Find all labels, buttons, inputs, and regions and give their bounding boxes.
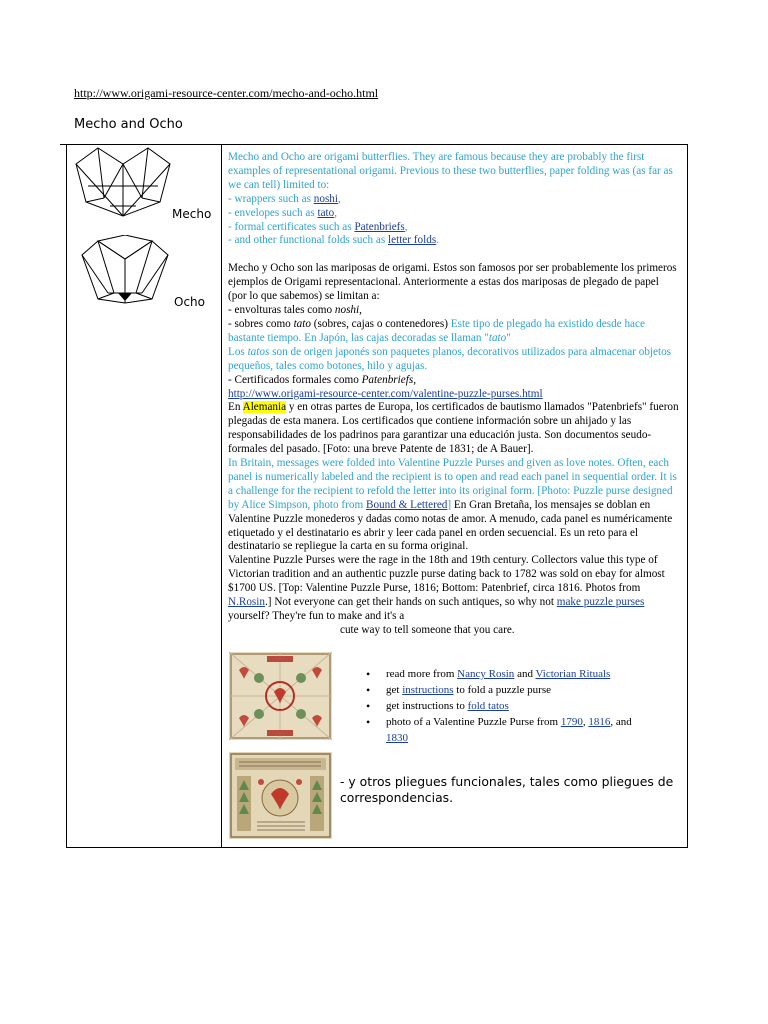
valentine-purse-photo (229, 652, 332, 740)
fold-tatos-link[interactable]: fold tatos (467, 699, 509, 712)
tato-description: Este tipo de plegado ha existido desde hace bastante tiempo. En Japón, las cajas decoradas se llaman " (228, 317, 645, 344)
list-item: • read more from Nancy Rosin and Victorian Rituals (360, 667, 632, 683)
functional-folds-note: - y otros pliegues funcionales, tales como pliegues de correspondencias. (340, 774, 674, 805)
link-1790[interactable]: 1790 (560, 715, 583, 728)
n-rosin-link[interactable]: N.Rosin (228, 596, 265, 609)
patenbriefs-link[interactable]: Patenbriefs (354, 220, 405, 233)
mecho-label: Mecho (172, 207, 212, 221)
ocho-label: Ocho (174, 295, 205, 309)
instructions-link[interactable]: instructions (402, 683, 454, 696)
patenbriefs-term: Patenbriefs (361, 373, 414, 386)
tato-link[interactable]: tato (317, 206, 335, 219)
patenbriefs-description: y en otras partes de Europa, los certificados de bautismo llamados "Patenbriefs" fueron plegadas de esta manera. Los certificados que contiene información sobre un ahijado y las responsabilidades de los padrinos para garantizar una educación justa. Son documentos seudo-formales del pasado. [Foto: una breve Patente de 1831; de A Bauer]. (228, 401, 679, 456)
source-url[interactable]: http://www.origami-resource-center.com/mecho-and-ocho.html (74, 86, 379, 100)
tatos-description: son de origen japonés son paquetes planos, decorativos utilizados para almacenar objetos pequeños, tales como botones, hilo y agujas. (228, 345, 672, 372)
intro-text: Mecho and Ocho are origami butterflies. They are famous because they are probably the first examples of representational origami. Previous to these two butterflies, paper folding was (as far as we can tell) limited to: (228, 151, 673, 191)
noshi-link[interactable]: noshi (313, 192, 338, 205)
spanish-intro: Mecho y Ocho son las mariposas de origami. Estos son famosos por ser probablemente los primeros ejemplos de Origami representacional. Anteriormente a estas dos mariposas de plegado de papel (por lo que sabemos) se limitan a: (228, 262, 677, 303)
britain-english: In Britain, messages were folded into Valentine Puzzle Purses and given as love notes. Often, each panel is numerically labeled and the recipient is to open and read each panel in sequential order. It is a challenge for the recipient to refold the letter into its original form. [Photo: Puzzle purse designed by Alice Simpson, photo from (228, 457, 677, 511)
english-intro: Mecho and Ocho are origami butterflies. They are famous because they are probably the first examples of representational origami. Previous to these two butterflies, paper folding was (as far as we can tell) limited to: - wrappers such as noshi, - envelopes such as tato, - formal certificates such as Patenbriefs, - and other functional folds such as letter folds. (228, 151, 673, 247)
mecho-diagram (74, 146, 172, 218)
spanish-section: Mecho y Ocho son las mariposas de origami. Estos son famosos por ser probablemente los primeros ejemplos de Origami representacional. Anteriormente a estas dos mariposas de plegado de papel (por lo que sabemos) se limitan a: - envolturas tales como noshi, - sobres como tato (sobres, cajas o contenedores) Este tipo de plegado ha existido desde hace bastante tiempo. En Japón, las cajas decoradas se llaman "tato" Los tatos son de origen japonés son paquetes planos, decorativos utilizados para almacenar objetos pequeños, tales como botones, hilo y agujas. - Certificados formales como Patenbriefs, http://www.origami-resource-center.com/valentine-puzzle-purses.html En Alemania y en otras partes de Europa, los certificados de bautismo llamados "Patenbriefs" fueron plegadas de esta manera. Los certificados que contiene información sobre un ahijado y las responsabilidades de los padrinos para garantizar una educación justa. Son documentos seudo-formales del pasado. [Foto: una breve Patente de 1831; de A Bauer]. In Britain, messages were folded into Valentine Puzzle Purses and given as love notes. Often, each panel is numerically labeled and the recipient is to open and read each panel in sequential order. It is a challenge for the recipient to refold the letter into its original form. [Photo: Puzzle purse designed by Alice Simpson, photo from Bound & Lettered] En Gran Bretaña, los mensajes se doblan en Valentine Puzzle monederos y dadas como notas de amor. A menudo, cada panel es numéricamente etiquetado y el destinatario es abrir y leer cada panel en orden secuencial. Es un reto para el destinatario se repliegue la carta en su forma original. Valentine Puzzle Purses were the rage in the 18th and 19th century. Collectors value this type of Victorian tradition and an authentic puzzle purse dating back to 1782 was sold on ebay for almost $1700 US. [Top: Valentine Puzzle Purse, 1816; Bottom: Patenbrief, circa 1816. Photos from N.Rosin.] Not everyone can get their hands on such antiques, so why not make puzzle purses yourself? They're fun to make and it's a cute way to tell someone that you care. (228, 262, 679, 636)
letter-folds-link[interactable]: letter folds (388, 234, 437, 247)
bound-lettered-link[interactable]: Bound & Lettered (365, 498, 448, 511)
page-title: Mecho and Ocho (74, 117, 183, 132)
link-1830[interactable]: 1830 (386, 731, 408, 744)
noshi-term: noshi (334, 304, 360, 317)
make-puzzle-purses-link[interactable]: make puzzle purses (556, 596, 645, 609)
item-prefix: - envelopes such as (228, 206, 318, 219)
ocho-diagram (78, 235, 172, 307)
alemania-highlight: Alemania (242, 401, 287, 414)
valentine-puzzle-purses-url[interactable]: http://www.origami-resource-center.com/valentine-puzzle-purses.html (228, 387, 543, 400)
column-divider (221, 144, 222, 848)
item-prefix: - formal certificates such as (228, 220, 355, 233)
list-item: • photo of a Valentine Puzzle Purse from 1790, 1816, and 1830 (360, 715, 632, 747)
item-prefix: - and other functional folds such as (228, 234, 389, 247)
nancy-rosin-link[interactable]: Nancy Rosin (457, 668, 515, 680)
britain-spanish: En Gran Bretaña, los mensajes se doblan en Valentine Puzzle monederos y dadas como notas de amor. A menudo, cada panel es numéricamente etiquetado y el destinatario es abrir y leer cada panel en orden secuencial. Es un reto para el destinatario se repliegue la carta en su forma original. (228, 498, 673, 553)
table-corner-mark (60, 144, 68, 145)
victorian-text-end: cute way to tell someone that you care. (340, 623, 515, 636)
link-1816[interactable]: 1816 (588, 715, 611, 728)
victorian-rituals-link[interactable]: Victorian Rituals (535, 668, 611, 680)
patenbrief-photo (229, 752, 332, 839)
victorian-text: Valentine Puzzle Purses were the rage in the 18th and 19th century. Collectors value this type of Victorian tradition and an authentic puzzle purse dating back to 1782 was sold on ebay for almost $1700 US. [Top: Valentine Puzzle Purse, 1816; Bottom: Patenbrief, circa 1816. Photos from (228, 554, 665, 595)
tato-term: tato (293, 317, 311, 330)
resource-list (360, 667, 632, 747)
list-item: • get instructions to fold tatos (360, 699, 632, 715)
text-cell (228, 151, 680, 638)
list-item: • get instructions to fold a puzzle purse (360, 683, 632, 699)
item-prefix: - wrappers such as (228, 192, 314, 205)
